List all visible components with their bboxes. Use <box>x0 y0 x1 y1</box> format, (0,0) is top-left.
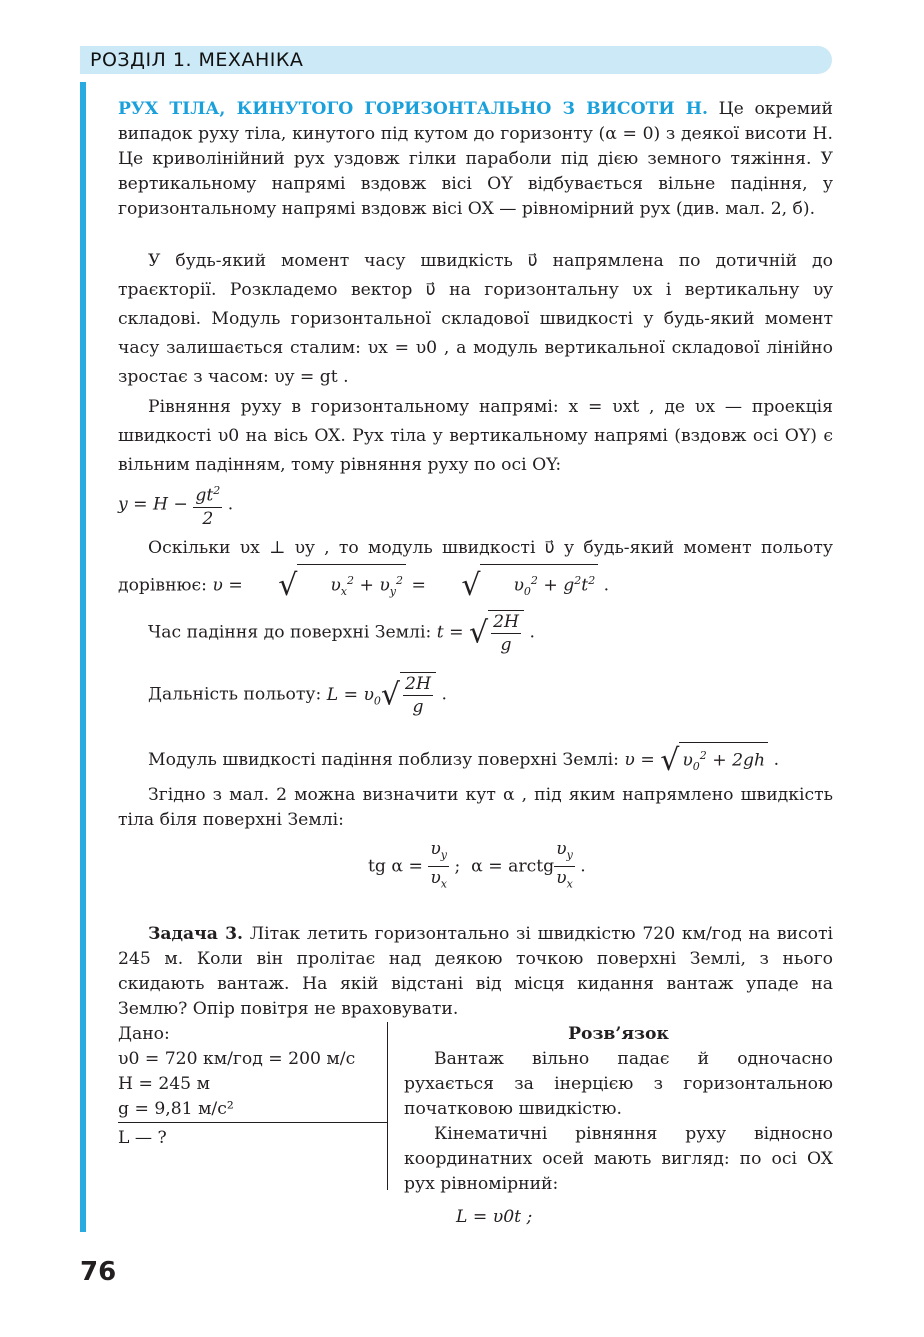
given-block <box>118 1022 386 1151</box>
paragraph-3-text: Рівняння руху в горизонтальному напрямі: x = υxt , де υx — проекція швидкості υ0 на вісь OX. Рух тіла у вертикальному напрямі (вздовж осі OY) є вільним падінням, тому рівняння руху по осі OY: <box>118 397 833 475</box>
speed-near-line: Модуль швидкості падіння поблизу поверхні Землі: υ = √ $\upsilon_0^2 + 2gh$ . <box>148 743 780 779</box>
solution-title: Розв’язок <box>568 1024 669 1044</box>
given-v0: υ0 = 720 км/год = 200 м/с <box>118 1049 356 1069</box>
paragraph-1-text: Це окремий випадок руху тіла, кинутого під кутом до горизонту (α = 0) з деякої висоти H. Це криволінійний рух уздовж гілки параболи під дією земного тяжіння. У вертикальному напрямі вздовж вісі OY відбувається вільне падіння, у горизонтальному напрямі вздовж вісі OX — рівномірний рух (див. мал. 2, б). <box>118 99 833 219</box>
section-paragraph-2 <box>118 247 833 392</box>
section-paragraph-3 <box>118 393 833 480</box>
range-text: Дальність польоту: <box>148 684 322 705</box>
given-h: H = 245 м <box>118 1074 210 1094</box>
paragraph-2-text: У будь-який момент часу швидкість υ⃗ напрямлена по дотичній до траєкторії. Розкладемо вектор υ⃗ на горизонтальну υx і вертикальну υy складові. Модуль горизонтальної складової швидкості у будь-який момент часу залишається сталим: υx = υ0 , а модуль вертикальної складової лінійно зростає з часом: υy = gt . <box>118 251 833 387</box>
angle-formula: tg α = $\frac{\upsilon_y}{\upsilon_x}$ ; α = arctg $\frac{\upsilon_y}{\upsilon_x}$ . <box>368 839 586 891</box>
section-paragraph-4: Оскільки υx ⊥ υy , то модуль швидкості υ⃗ у будь-який момент польоту дорівнює: υ = √ $\upsilon_x^2 + \upsilon_y^2$ = √ $\upsilon_0^2 + g^2t^2$ . <box>118 532 833 608</box>
paragraph-4-text: Оскільки υx ⊥ υy , то модуль швидкості υ⃗ у будь-який момент польоту дорівнює: <box>118 538 833 596</box>
fall-time-line: Час падіння до поверхні Землі: t = √ $\frac{2H}{g}$ . <box>148 612 535 655</box>
task-title: Задача 3. <box>148 924 244 944</box>
find-value: L — ? <box>118 1128 167 1148</box>
given-divider <box>118 1122 388 1123</box>
section-lead: РУХ ТІЛА, КИНУТОГО ГОРИЗОНТАЛЬНО З ВИСОТИ H. <box>118 99 708 119</box>
solution-paragraph-1: Вантаж вільно падає й одночасно рухається за інерцією з горизонтальною початковою швидкістю. <box>404 1049 833 1119</box>
solution-paragraph-2: Кінематичні рівняння руху відносно координатних осей мають вигляд: по осі OX рух рівномірний: <box>404 1124 833 1194</box>
given-g: g = 9,81 м/с² <box>118 1099 234 1119</box>
solution-formula: L = υ0t ; <box>456 1207 533 1227</box>
section-paragraph-1 <box>118 97 833 222</box>
formula-y: y = H − $\frac{gt^2}{2}$ . <box>118 480 833 530</box>
given-label: Дано: <box>118 1024 170 1044</box>
range-line: Дальність польоту: $L = \upsilon_0√$ $\frac{2H}{g}$ . <box>148 674 447 717</box>
solution-block <box>404 1022 833 1230</box>
task-text: Літак летить горизонтально зі швидкістю 720 км/год на висоті 245 м. Коли він пролітає над деякою точкою поверхні Землі, з нього скидають вантаж. На якій відстані від місця кидання вантаж упаде на Землю? Опір повітря не враховувати. <box>118 924 833 1019</box>
speed-near-text: Модуль швидкості падіння поблизу поверхні Землі: <box>148 750 619 771</box>
page-number: 76 <box>80 1257 117 1287</box>
task-3 <box>118 922 833 1022</box>
fall-time-text: Час падіння до поверхні Землі: <box>148 622 432 643</box>
chapter-header: РОЗДІЛ 1. МЕХАНІКА <box>80 46 832 74</box>
angle-paragraph <box>118 783 833 833</box>
angle-text: Згідно з мал. 2 можна визначити кут α , під яким напрямлено швидкість тіла біля поверхні Землі: <box>118 785 833 830</box>
side-accent-bar <box>80 82 86 1232</box>
solution-divider <box>387 1022 388 1190</box>
